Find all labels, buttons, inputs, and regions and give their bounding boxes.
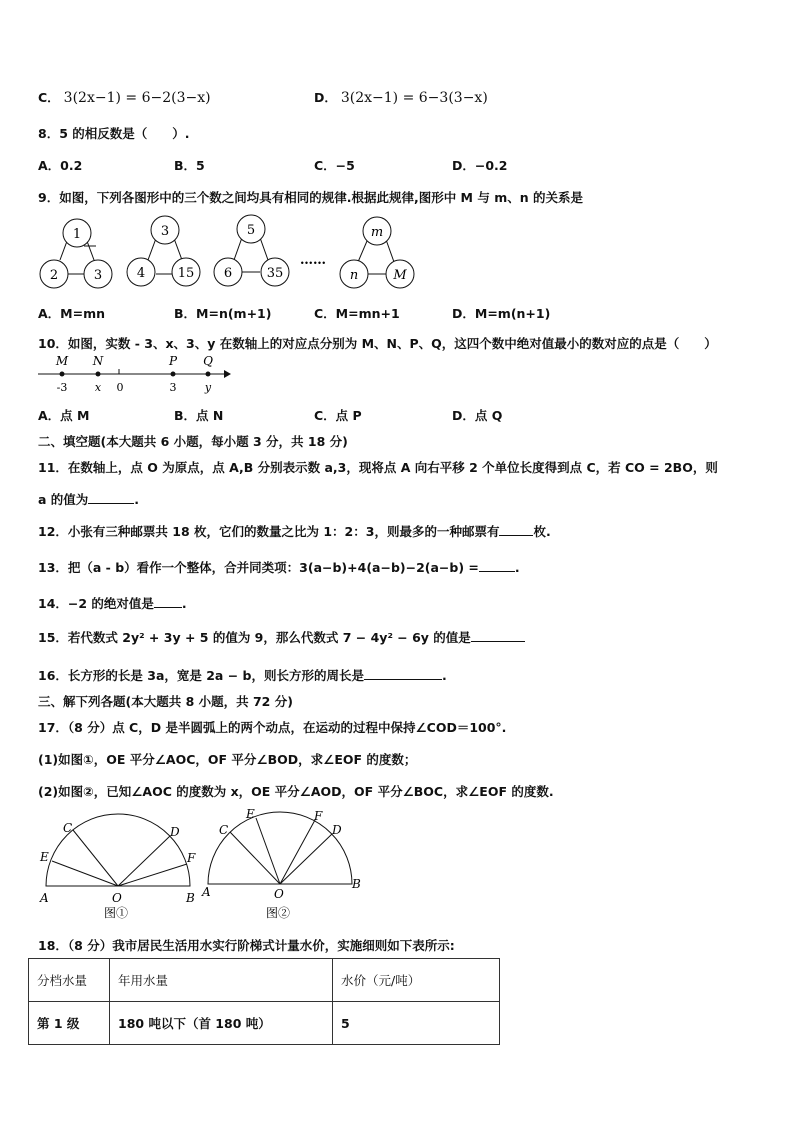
q10-value-q: y — [204, 381, 212, 394]
q15 — [38, 628, 525, 646]
q10-number-line — [34, 352, 234, 396]
water-price-table — [28, 958, 500, 1045]
q10-value-n: x — [94, 381, 102, 394]
q17-fig2-caption: 图② — [266, 906, 291, 920]
q9-fig3-right: 35 — [266, 266, 284, 281]
q9-fig3-top: 5 — [246, 223, 256, 238]
section-3-heading: 三、解下列各题(本大题共 8 小题，共 72 分) — [38, 694, 293, 709]
q12-end: 枚. — [533, 524, 551, 539]
table-row — [29, 1002, 500, 1045]
q17-fig1-label-d: D — [170, 825, 180, 839]
q7-option-d-expr: 3(2x−1) = 6−3(3−x) — [340, 90, 488, 106]
q11-line2-text: a 的值为 — [38, 492, 89, 507]
q17-figures — [34, 806, 364, 924]
q15-answer-blank — [471, 629, 525, 642]
table-cell: 5 — [333, 1002, 500, 1045]
q16-text: 16．长方形的长是 3a，宽是 2a − b，则长方形的周长是 — [38, 668, 364, 683]
q9-fig4-left: n — [349, 268, 359, 283]
q13 — [38, 558, 520, 576]
q14-text: 14．−2 的绝对值是 — [38, 596, 154, 611]
q7-option-c — [38, 88, 211, 106]
q15-text: 15．若代数式 2y² + 3y + 5 的值为 9，那么代数式 7 − 4y² − 6y 的值是 — [38, 630, 471, 645]
q17-fig1-label-e: E — [40, 850, 49, 864]
q10-point-m: M — [55, 354, 69, 368]
q10-point-p: P — [168, 354, 178, 368]
table-cell: 180 吨以下（首 180 吨） — [110, 1002, 333, 1045]
q9-figure-4 — [340, 217, 414, 288]
q10-stem: 10．如图，实数 - 3、x、3、y 在数轴上的对应点分别为 M、N、P、Q，这四个数中绝对值最小的数对应的点是（ ） — [38, 336, 717, 351]
q10-option-b: B．点 N — [174, 408, 224, 423]
q17-fig1-label-c: C — [63, 821, 73, 835]
q17-fig2-label-b: B — [352, 877, 361, 891]
q14 — [38, 594, 187, 612]
table-header-cell: 年用水量 — [110, 959, 333, 1002]
q10-point-n: N — [92, 354, 104, 368]
q9-fig3-left: 6 — [223, 266, 233, 281]
q7-option-d-label: D． — [314, 90, 337, 105]
q11-line1: 11．在数轴上，点 O 为原点，点 A,B 分别表示数 a,3，现将点 A 向右平移 2 个单位长度得到点 C，若 CO = 2BO，则 — [38, 460, 718, 475]
q17-fig2-label-c: C — [219, 823, 229, 837]
q9-fig2-right: 15 — [177, 266, 195, 281]
q9-fig1-left: 2 — [49, 268, 59, 283]
q8-stem: 8．5 的相反数是（ ）. — [38, 126, 190, 141]
q12 — [38, 522, 551, 540]
q17-fig1-label-f: F — [187, 851, 196, 865]
q8-option-a: A．0.2 — [38, 158, 83, 173]
q9-stem: 9．如图，下列各图形中的三个数之间均具有相同的规律.根据此规律,图形中 M 与 m、n 的关系是 — [38, 190, 583, 205]
q17-fig2-label-d: D — [332, 823, 342, 837]
q8-option-b: B．5 — [174, 158, 205, 173]
q9-figure-1 — [40, 219, 112, 288]
q17-fig2-label-e: E — [246, 807, 255, 821]
q8-option-d: D．−0.2 — [452, 158, 508, 173]
table-header-row — [29, 959, 500, 1002]
q14-answer-blank — [154, 595, 182, 608]
q10-value-m: -3 — [56, 381, 68, 394]
q10-point-q: Q — [203, 354, 213, 368]
q13-answer-blank — [479, 559, 515, 572]
q7-option-d — [314, 88, 488, 106]
q17-fig1-label-a: A — [40, 891, 49, 905]
q10-option-c: C．点 P — [314, 408, 362, 423]
q17-fig1-label-b: B — [186, 891, 195, 905]
q11-line2-end: . — [134, 492, 140, 507]
q7-option-c-expr: 3(2x−1) = 6−2(3−x) — [63, 90, 211, 106]
q9-fig4-top: m — [370, 225, 384, 240]
q12-answer-blank — [499, 523, 533, 536]
q10-value-p: 3 — [169, 381, 177, 394]
q9-fig2-left: 4 — [136, 266, 146, 281]
q7-option-c-label: C． — [38, 90, 60, 105]
q12-text: 12．小张有三种邮票共 18 枚，它们的数量之比为 1：2：3，则最多的一种邮票有 — [38, 524, 500, 539]
q9-fig4-right: M — [393, 268, 407, 283]
q10-value-origin: 0 — [116, 381, 124, 394]
q17-figure-1 — [39, 814, 196, 920]
q9-option-c: C．M=mn+1 — [314, 306, 400, 321]
q11-answer-blank — [88, 491, 134, 504]
q17-fig2-label-f: F — [314, 809, 323, 823]
q16-end: . — [442, 668, 447, 683]
q14-end: . — [181, 596, 187, 611]
table-cell: 第 1 级 — [29, 1002, 110, 1045]
q11-line2 — [38, 490, 139, 508]
q9-fig1-right: 3 — [93, 268, 103, 283]
q8-option-c: C．−5 — [314, 158, 355, 173]
q16-answer-blank — [364, 667, 442, 680]
q17-part2: (2)如图②，已知∠AOC 的度数为 x，OE 平分∠AOD，OF 平分∠BOC，求∠EOF 的度数. — [38, 784, 554, 799]
q10-option-d: D．点 Q — [452, 408, 503, 423]
q9-figure — [30, 210, 430, 300]
q16 — [38, 666, 447, 684]
q17-part1: (1)如图①，OE 平分∠AOC，OF 平分∠BOD，求∠EOF 的度数； — [38, 752, 417, 767]
q9-option-d: D．M=m(n+1) — [452, 306, 551, 321]
section-2-heading: 二、填空题(本大题共 6 小题，每小题 3 分，共 18 分) — [38, 434, 348, 449]
q17-fig1-caption: 图① — [104, 906, 129, 920]
q9-option-b: B．M=n(m+1) — [174, 306, 272, 321]
q17-fig2-label-a: A — [202, 885, 211, 899]
q9-fig2-top: 3 — [160, 224, 170, 239]
q17-stem: 17．（8 分）点 C，D 是半圆弧上的两个动点，在运动的过程中保持∠COD＝100°. — [38, 720, 507, 735]
q17-fig2-label-o: O — [274, 887, 284, 901]
q17-fig1-label-o: O — [112, 891, 122, 905]
q9-option-a: A．M=mn — [38, 306, 106, 321]
q9-figure-2 — [127, 216, 200, 286]
table-header-cell: 分档水量 — [29, 959, 110, 1002]
q18-stem: 18．（8 分）我市居民生活用水实行阶梯式计量水价，实施细则如下表所示: — [38, 938, 455, 953]
q9-fig1-top: 1 — [72, 227, 82, 242]
table-header-cell: 水价（元/吨） — [333, 959, 500, 1002]
q13-text: 13．把（a - b）看作一个整体，合并同类项：3(a−b)+4(a−b)−2(a−b) = — [38, 560, 479, 575]
q10-option-a: A．点 M — [38, 408, 90, 423]
q9-ellipsis: …… — [300, 253, 326, 268]
q9-figure-3 — [214, 215, 289, 286]
q17-figure-2 — [201, 807, 361, 920]
q13-end: . — [514, 560, 520, 575]
